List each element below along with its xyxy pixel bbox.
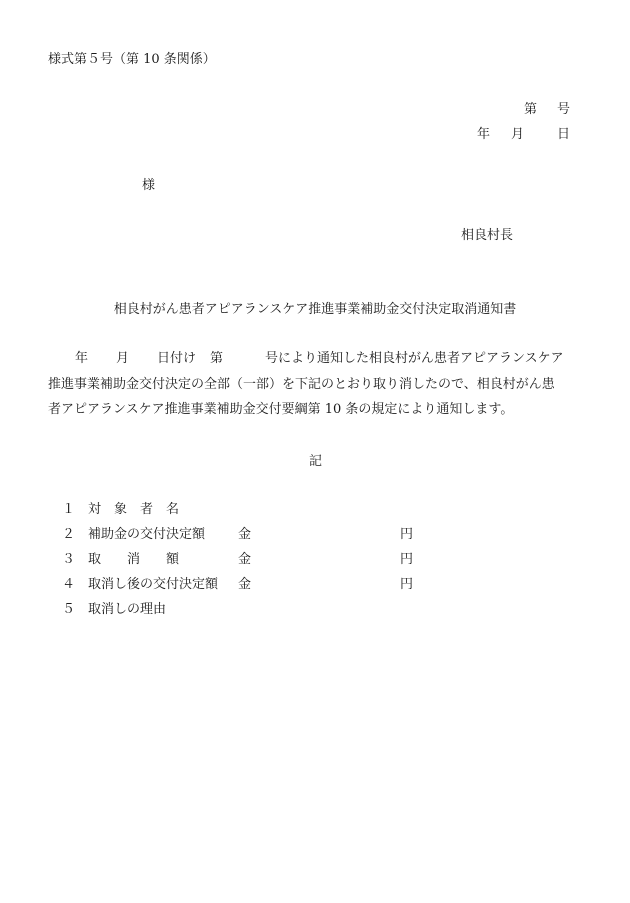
item-yen: 円 xyxy=(400,552,414,567)
item-number: ２ xyxy=(62,527,76,542)
body-date-label: 日付け xyxy=(157,351,197,366)
recipient-suffix: 様 xyxy=(142,178,156,193)
doc-number-dai: 第 xyxy=(524,102,538,117)
body-month: 月 xyxy=(116,351,130,366)
item-kin: 金 xyxy=(238,552,252,567)
ki-heading: 記 xyxy=(309,454,323,469)
document-title: 相良村がん患者アピアランスケア推進事業補助金交付決定取消通知書 xyxy=(113,302,517,317)
item-label: 対 象 者 名 xyxy=(88,502,180,517)
item-kin: 金 xyxy=(238,577,252,592)
doc-number-go: 号 xyxy=(557,102,571,117)
body-dai: 第 xyxy=(210,351,224,366)
item-number: １ xyxy=(62,502,76,517)
item-number: ５ xyxy=(62,602,76,617)
date-month: 月 xyxy=(511,127,525,142)
form-number: 様式第５号（第 10 条関係） xyxy=(48,52,216,67)
item-label: 取消し後の交付決定額 xyxy=(88,577,219,592)
item-number: ３ xyxy=(62,552,76,567)
date-day: 日 xyxy=(557,127,571,142)
item-label: 取 消 額 xyxy=(88,552,180,567)
body-line2: 推進事業補助金交付決定の全部（一部）を下記のとおり取り消したので、相良村がん患 xyxy=(48,377,555,392)
item-label: 取消しの理由 xyxy=(88,602,167,617)
date-year: 年 xyxy=(477,127,491,142)
issuer-name: 相良村長 xyxy=(461,228,514,243)
body-line1-rest: 号により通知した相良村がん患者アピアランスケア xyxy=(265,351,564,366)
item-yen: 円 xyxy=(400,527,414,542)
body-line3: 者アピアランスケア推進事業補助金交付要綱第 10 条の規定により通知します。 xyxy=(48,402,514,417)
body-year: 年 xyxy=(75,351,89,366)
item-number: ４ xyxy=(62,577,76,592)
item-kin: 金 xyxy=(238,527,252,542)
item-yen: 円 xyxy=(400,577,414,592)
item-label: 補助金の交付決定額 xyxy=(88,527,206,542)
